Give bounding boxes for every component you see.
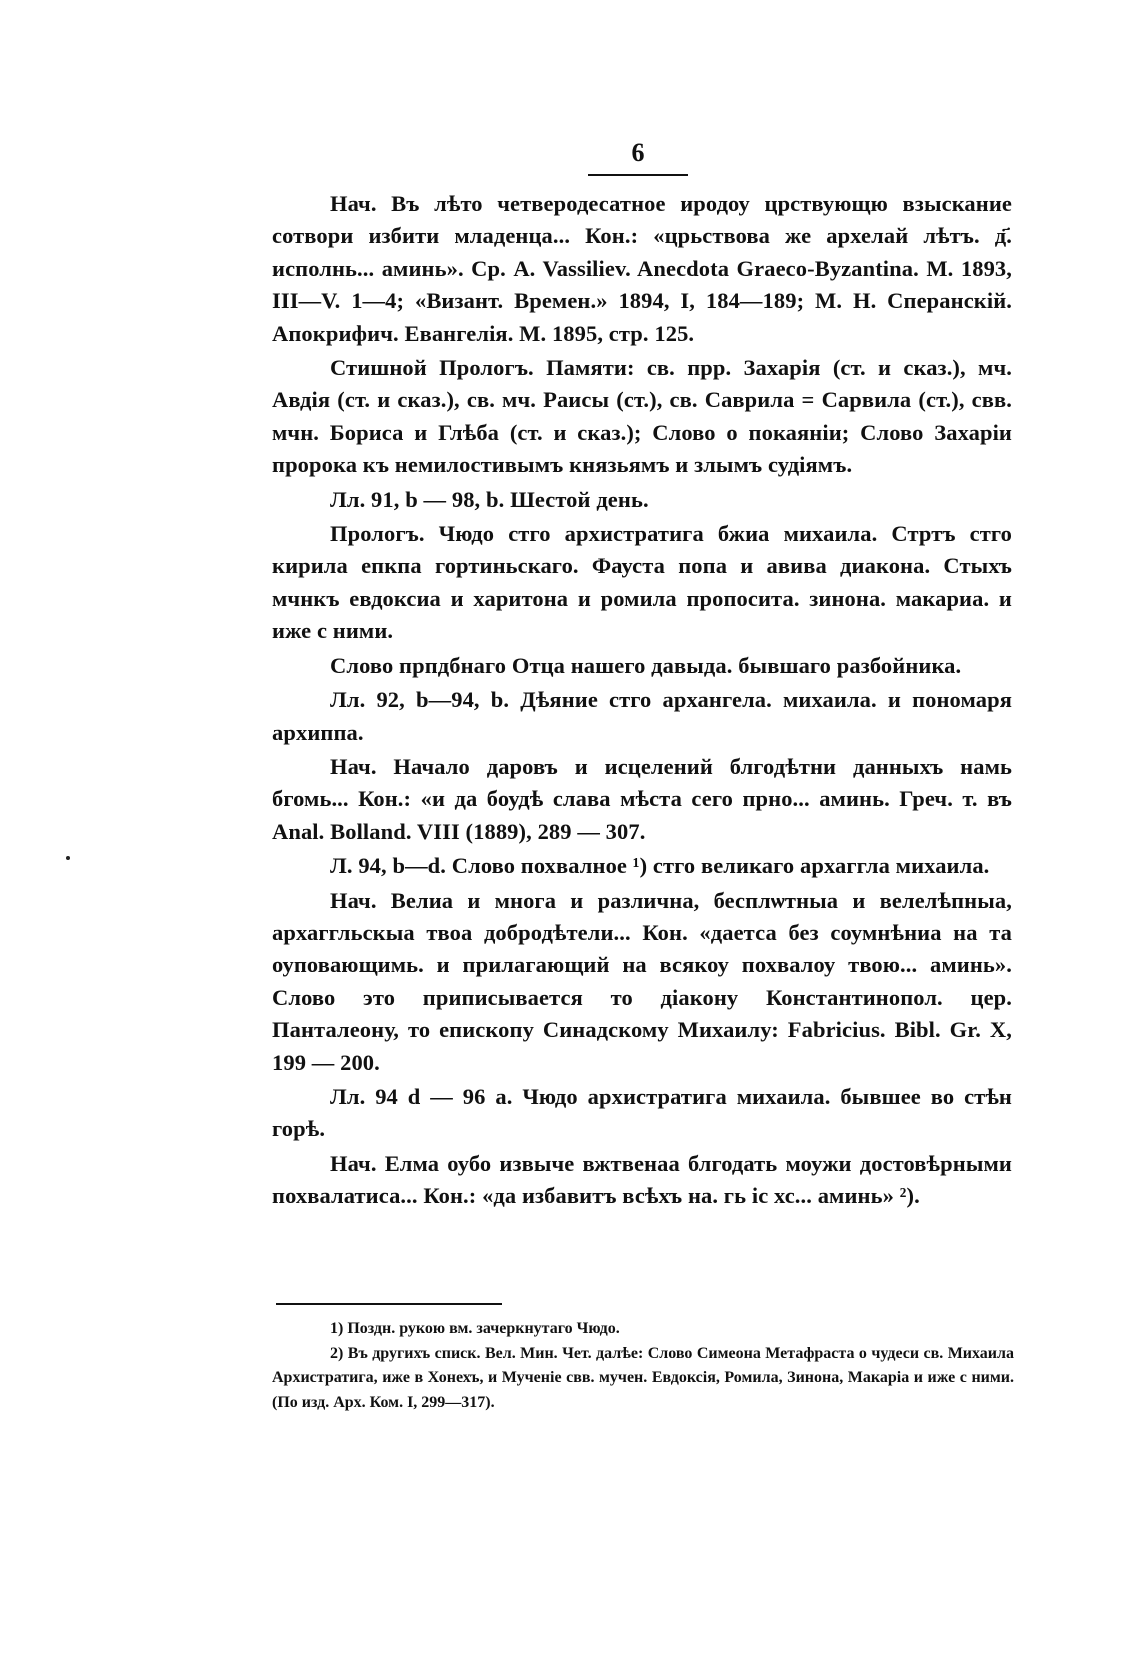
footnote-rule (276, 1303, 502, 1305)
paragraph-ll-91-98: Лл. 91, b — 98, b. Шестой день. (330, 486, 649, 512)
main-text (272, 188, 1012, 1213)
paragraph-incipit-gifts: Нач. Начало даровъ и исцелений блгодѣтни данныхъ намь бгомь... Кон.: «и да боудѣ слава мѣста сего прно... аминь. Греч. т. въ Anal. Bolland. VIII (1889), 289 — 307. (272, 753, 1012, 844)
paragraph-verse-prologue: Стишной Прологъ. Памяти: св. прр. Захарія (ст. и сказ.), мч. Авдія (ст. и сказ.), св. мч. Раисы (ст.), св. Саврила = Сарвила (ст.), свв. мчн. Бориса и Глѣба (ст. и сказ.); Слово о покаяніи; Слово Захаріи пророка къ немилостивымъ князьямъ и злымъ судіямъ. (272, 355, 1012, 478)
footnotes (272, 1317, 1014, 1415)
paragraph-ll-92-94: Лл. 92, b—94, b. Дѣяние стго архангела. михаила. и пономаря архиппа. (272, 687, 1012, 745)
footnote-2: 2) Въ другихъ списк. Вел. Мин. Чет. далѣе: Слово Симеона Метафраста о чудеси св. Михаила Архистратига, иже в Хонехъ, и Мученіе свв. мучен. Евдоксія, Ромила, Зинона, Макаріа и иже с ними. (По изд. Арх. Ком. I, 299—317). (272, 1344, 1014, 1411)
scan-speck (66, 856, 70, 860)
paragraph-ll-94-96: Лл. 94 d — 96 a. Чюдо архистратига михаила. бывшее во стѣн горѣ. (272, 1083, 1012, 1142)
paragraph-incipit-herod: Нач. Въ лѣто четверодесатное иродоу црствующю взыскание сотвори избити младенца... Кон.: «црьствова же архелай лѣтъ. д҃. исполнь... аминь». Ср. A. Vassiliev. Anecdota Graeco-Byzantina. M. 1893, III—V. 1—4; «Визант. Времен.» 1894, I, 184—189; M. H. Сперанскій. Апокрифич. Евангелія. M. 1895, стр. 125. (272, 191, 1012, 346)
footnote-1: 1) Поздн. рукою вм. зачеркнутаго Чюдо. (330, 1320, 620, 1337)
paragraph-l-94-encomium: Л. 94, b—d. Слово похвалное ¹) стго великаго архаггла михаила. (330, 853, 990, 879)
paragraph-prologue-contents: Прологъ. Чюдо стго архистратига бжиа михаила. Стртъ стго кирила епкпа гортиньскаго. Фауста попа и авива диакона. Стыхъ мчнкъ евдоксиа и харитона и ромила пропосита. зинона. макариа. и иже с ними. (272, 521, 1012, 644)
page-number: 6 (631, 138, 645, 167)
paragraph-word-of-david: Слово прпдбнаго Отца нашего давыда. бывшаго разбойника. (330, 652, 962, 678)
page-number-rule (588, 174, 688, 176)
paragraph-incipit-encomium: Нач. Велиа и многа и различна, бесплѡтныа и велелѣпныа, архаггльскыа твоа добродѣтели... Кон. «даетса без соумнѣниа на та оуповающимь. и прилагающий на всякоу похвалоу твою... аминь». Слово это приписывается то діакону Константинопол. цер. Панталеону, то епископу Синадскому Михаилу: Fabricius. Bibl. Gr. X, 199 — 200. (272, 887, 1012, 1075)
paragraph-incipit-miracle: Нач. Елма оубо извыче вжтвенаа блгодать моужи достовѣрными похвалатиса... Кон.: «да избавитъ всѣхъ на. гь іс хс... аминь» ²). (272, 1150, 1012, 1209)
